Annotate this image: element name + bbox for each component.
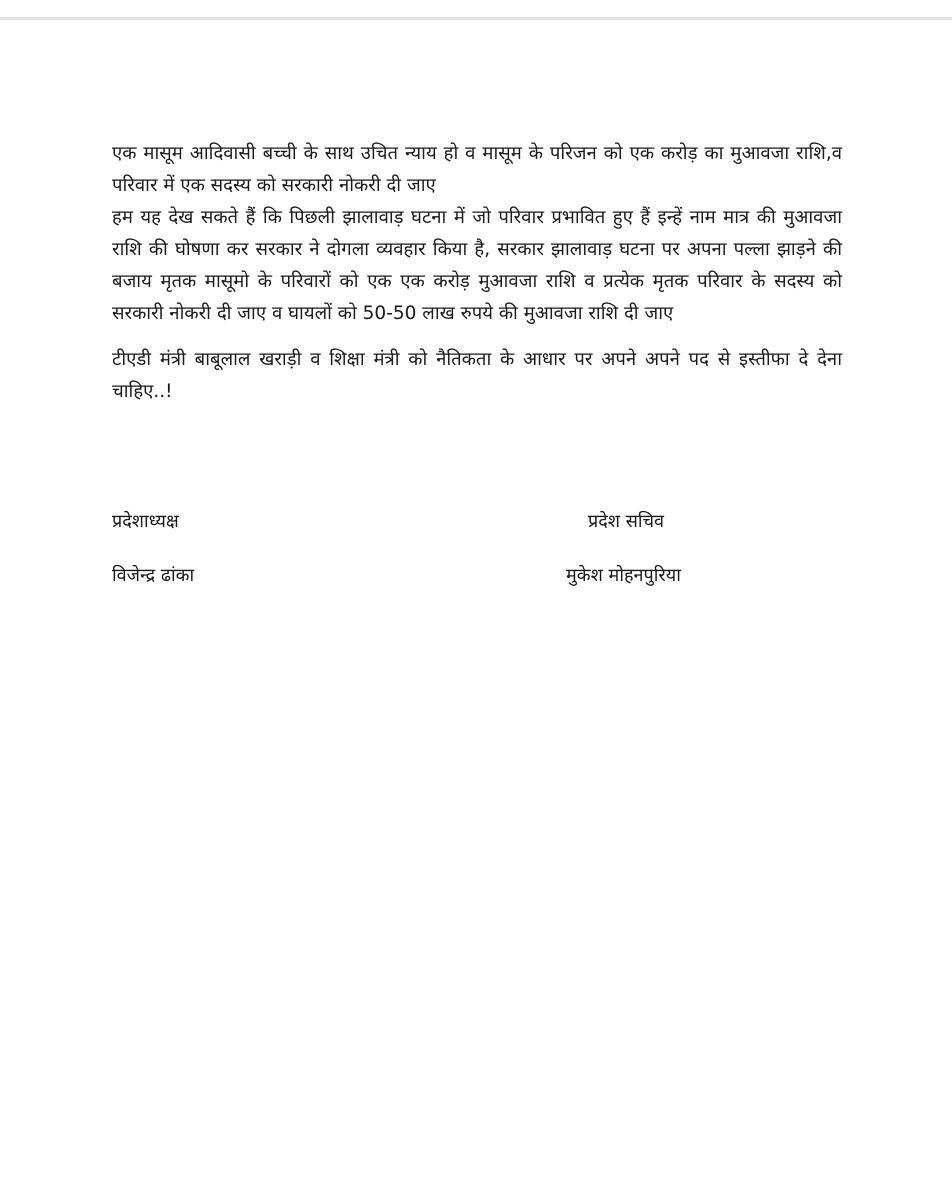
paragraph-demand-justice: एक मासूम आदिवासी बच्ची के साथ उचित न्याय हो व मासूम के परिजन को एक करोड़ का मुआवजा राशि,व परिवार में एक सदस्य को सरकारी नोकरी दी जाए bbox=[112, 143, 842, 196]
signature-title-left: प्रदेशाध्यक्ष bbox=[112, 511, 179, 532]
signature-title-right: प्रदेश सचिव bbox=[588, 511, 665, 532]
signature-name-right: मुकेश मोहनपुरिया bbox=[566, 565, 681, 586]
signature-name-left: विजेन्द्र ढांका bbox=[112, 565, 195, 586]
paragraph-compensation: हम यह देख सकते हैं कि पिछली झालावाड़ घटना में जो परिवार प्रभावित हुए हैं इन्हें नाम मात्र की मुआवजा राशि की घोषणा कर सरकार ने दोगला व्यवहार किया है, सरकार झालावाड़ घटना पर अपना पल्ला झाड़ने की बजाय मृतक मासूमो के परिवारों को एक एक करोड़ मुआवजा राशि व प्रत्येक मृतक परिवार के सदस्य को सरकारी नोकरी दी जाए व घायलों को 50-50 लाख रुपये की मुआवजा राशि दी जाए bbox=[112, 207, 842, 324]
paragraph-resignation: टीएडी मंत्री बाबूलाल खराड़ी व शिक्षा मंत्री को नैतिकता के आधार पर अपने अपने पद से इस्तीफा दे देना चाहिए..! bbox=[112, 349, 842, 402]
document-body bbox=[112, 138, 842, 408]
top-divider bbox=[0, 0, 952, 20]
